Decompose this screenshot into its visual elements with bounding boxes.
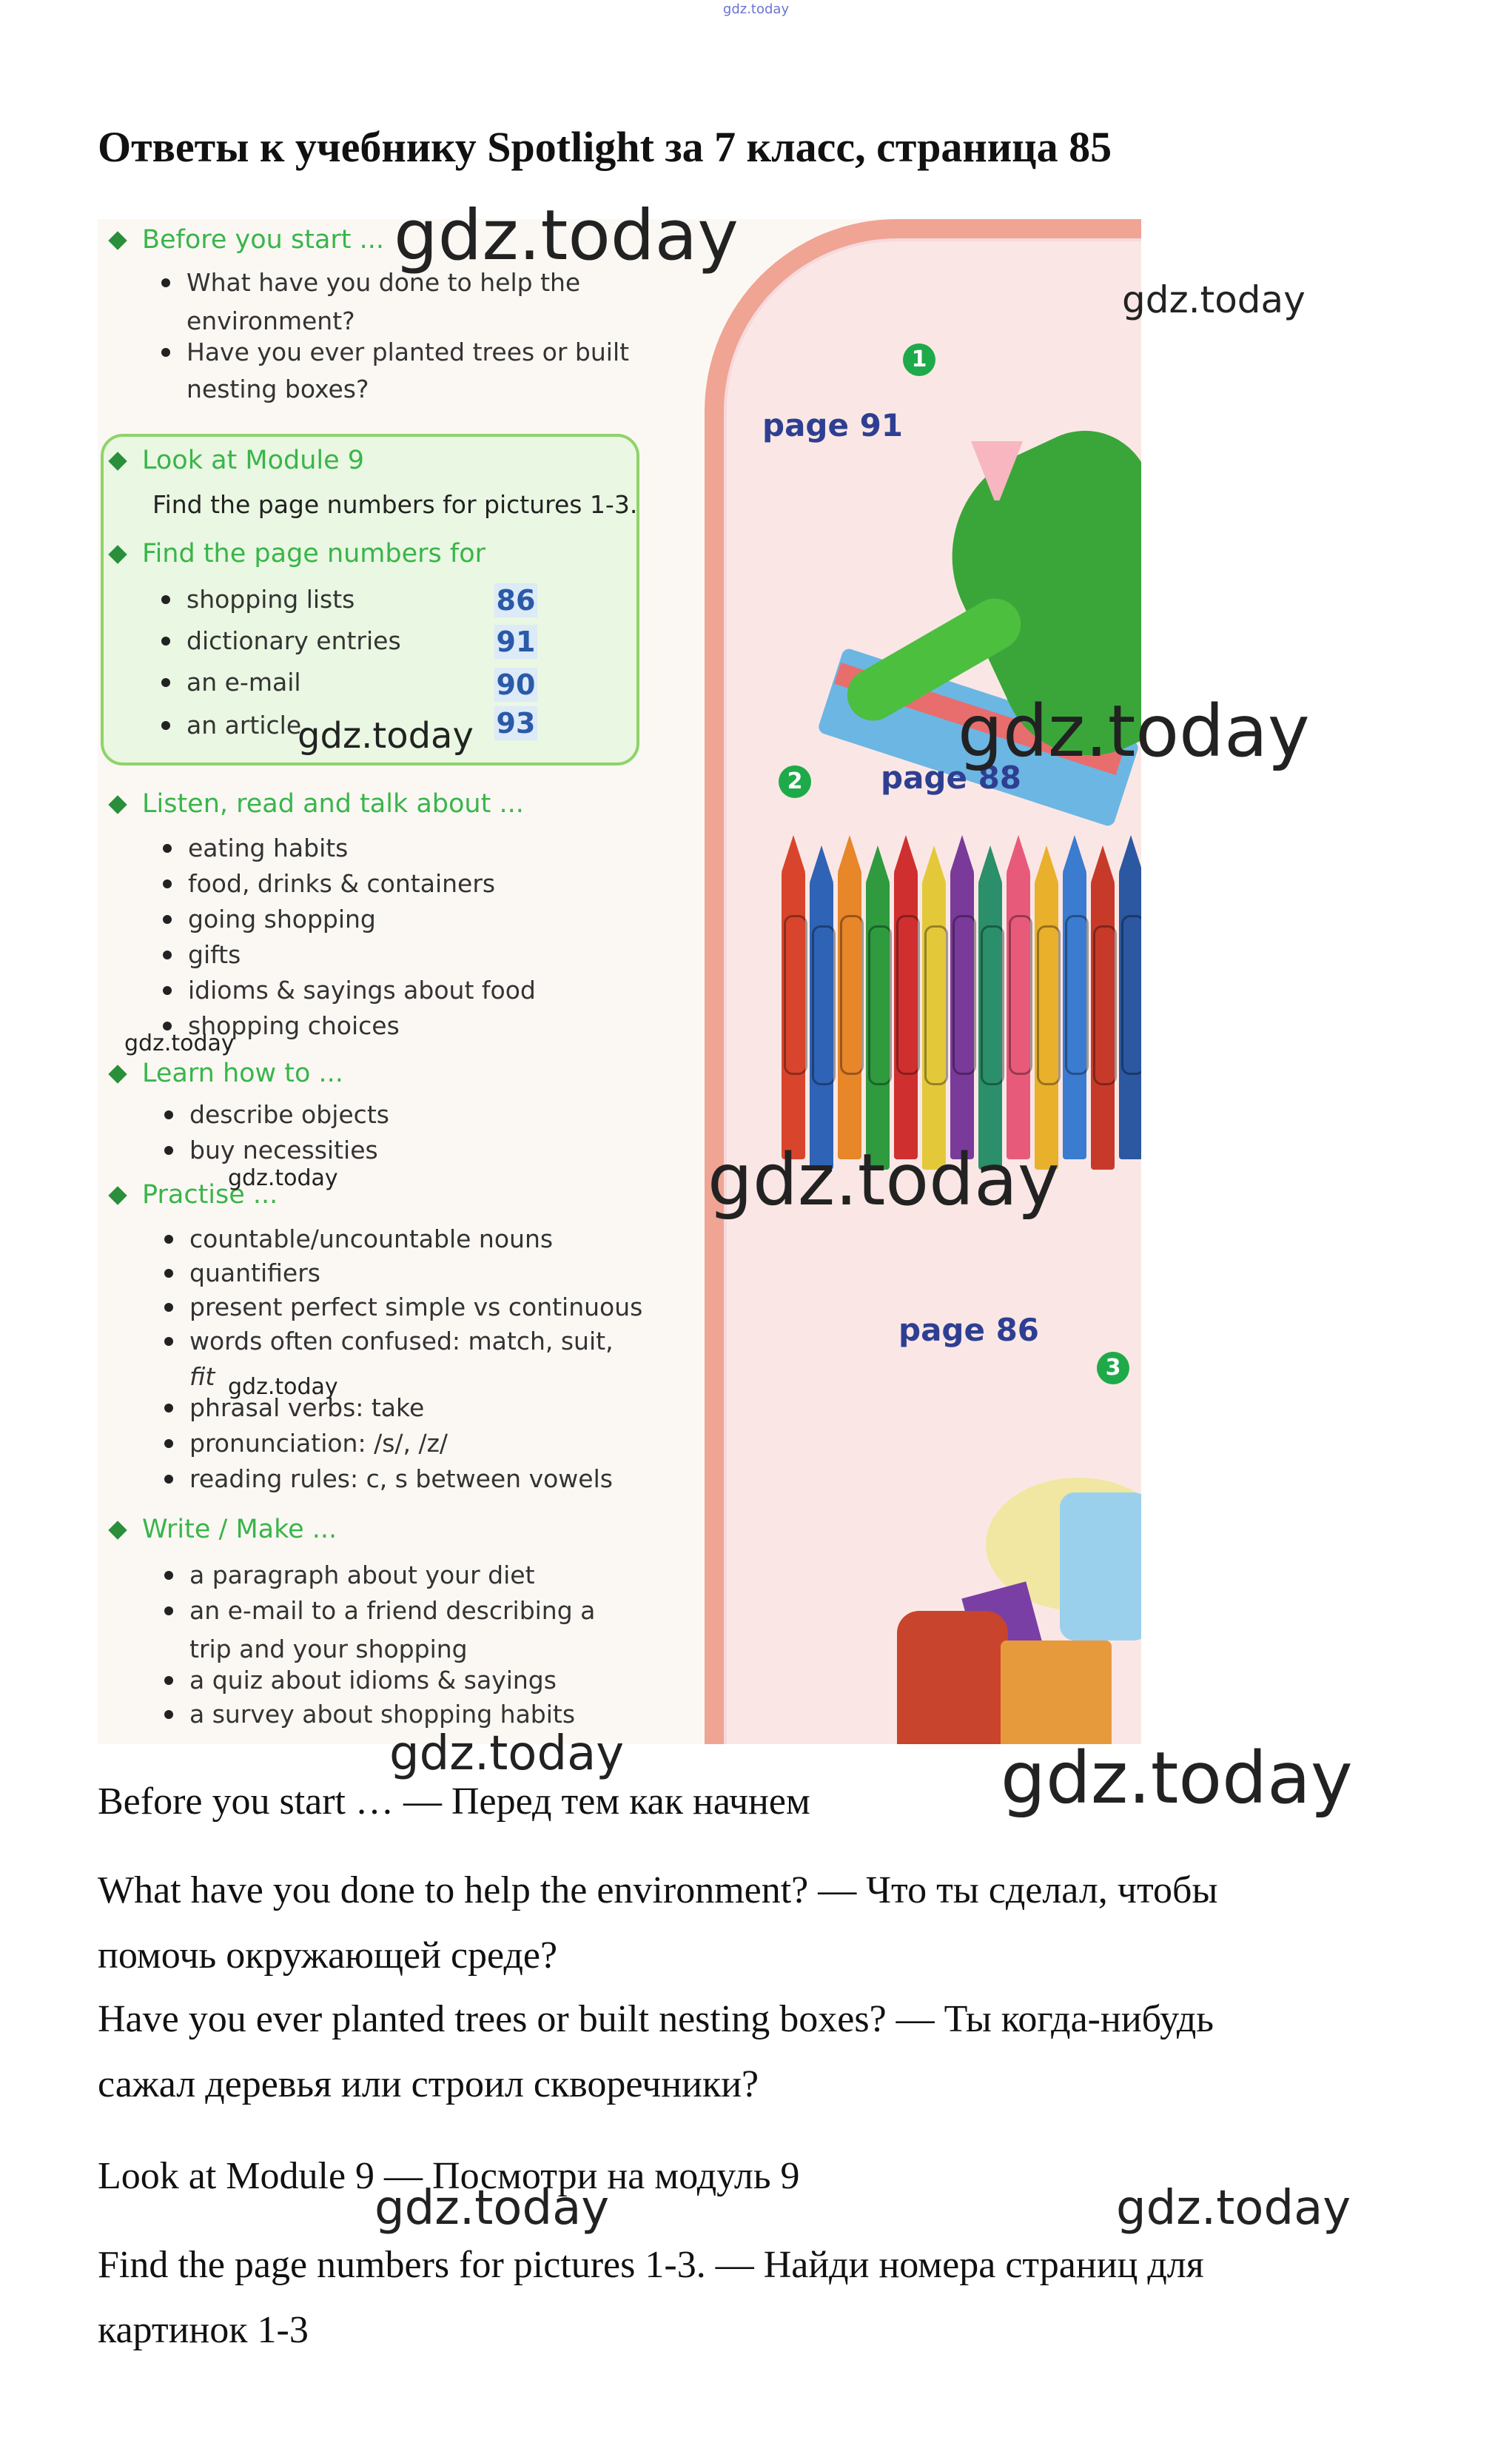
watermark: gdz.today <box>374 2181 610 2236</box>
diamond-icon <box>108 1521 127 1539</box>
watermark: gdz.today <box>1122 278 1306 321</box>
practise-item: reading rules: c, s between vowels <box>189 1461 613 1497</box>
crayon <box>978 881 1002 1170</box>
listen-item: shopping choices <box>188 1008 400 1044</box>
textbook-scan <box>98 219 1141 1744</box>
watermark: gdz.today <box>389 1726 625 1781</box>
page-title: Ответы к учебнику Spotlight за 7 класс, страница 85 <box>98 123 1112 171</box>
picture-page-label: page 86 <box>898 1312 1040 1348</box>
before-start-item-cont: nesting boxes? <box>187 375 369 403</box>
jar-illustration <box>1060 1492 1141 1640</box>
watermark: gdz.today <box>394 195 739 276</box>
answer-line: сажал деревья или строил скворечники? <box>98 2063 759 2105</box>
before-start-item: What have you done to help the <box>187 265 580 301</box>
answer-line: помочь окружающей среде? <box>98 1934 558 1977</box>
diamond-icon <box>108 795 127 814</box>
answer-line: Before you start … — Перед тем как начнем <box>98 1780 810 1823</box>
diamond-icon <box>108 1186 127 1204</box>
write-item: an e-mail to a friend describing a <box>189 1593 595 1629</box>
crayon <box>950 871 974 1159</box>
picture-page-label: page 88 <box>881 760 1022 796</box>
watermark: gdz.today <box>228 1374 338 1400</box>
practise-item: present perfect simple vs continuous <box>189 1290 642 1325</box>
crayon <box>866 881 890 1170</box>
write-item: a survey about shopping habits <box>189 1697 575 1732</box>
crayon <box>1119 871 1141 1159</box>
page-number-box: 86 <box>494 583 537 617</box>
page-number-box: 90 <box>494 668 537 702</box>
watermark: gdz.today <box>958 690 1310 773</box>
crayon <box>782 871 805 1159</box>
crayon <box>810 881 833 1170</box>
coffee-box-illustration <box>1001 1640 1112 1744</box>
answer-line: Look at Module 9 — Посмотри на модуль 9 <box>98 2155 800 2197</box>
listen-item: idioms & sayings about food <box>188 973 536 1008</box>
listen-item: food, drinks & containers <box>188 866 495 902</box>
learn-item: describe objects <box>189 1097 389 1133</box>
picture-number-badge: 3 <box>1097 1352 1129 1384</box>
before-start-item-cont: environment? <box>187 306 355 335</box>
listen-item: gifts <box>188 937 241 973</box>
picture-page-label: page 91 <box>762 407 904 443</box>
practise-item: words often confused: match, suit, <box>189 1324 614 1359</box>
crayon <box>1091 881 1115 1170</box>
practise-item: pronunciation: /s/, /z/ <box>189 1426 448 1461</box>
answer-line: Find the page numbers for pictures 1-3. — Найди номера страниц для <box>98 2244 1204 2286</box>
practise-item: phrasal verbs: take <box>189 1390 424 1426</box>
practise-item: quantifiers <box>189 1256 320 1291</box>
find-item: dictionary entries <box>187 623 401 659</box>
crayon <box>1007 871 1030 1159</box>
watermark: gdz.today <box>708 1139 1060 1221</box>
listen-item: going shopping <box>188 902 376 937</box>
crayon <box>1035 881 1058 1170</box>
diamond-icon <box>108 452 127 470</box>
find-numbers-heading: Find the page numbers for <box>111 539 485 569</box>
before-start-heading: Before you start ... <box>111 225 384 255</box>
learn-heading: Learn how to ... <box>111 1059 343 1088</box>
bottle-illustration <box>897 1611 1008 1744</box>
watermark: gdz.today <box>1116 2181 1351 2236</box>
crayon <box>1063 871 1086 1159</box>
write-item-cont: trip and your shopping <box>189 1635 468 1663</box>
crayon <box>838 871 861 1159</box>
find-item: an article <box>187 708 301 743</box>
diamond-icon <box>108 545 127 563</box>
listen-heading: Listen, read and talk about ... <box>111 789 524 819</box>
practise-item-cont: fit <box>189 1362 215 1391</box>
learn-item: buy necessities <box>189 1133 378 1168</box>
before-start-item: Have you ever planted trees or built <box>187 335 629 370</box>
watermark: gdz.today <box>228 1165 338 1191</box>
page-number-box: 93 <box>494 706 537 740</box>
answer-line: Have you ever planted trees or built nesting boxes? — Ты когда-нибудь <box>98 1998 1214 2040</box>
crayon <box>894 871 918 1159</box>
find-item: an e-mail <box>187 665 301 700</box>
crayon <box>922 881 946 1170</box>
write-item: a paragraph about your diet <box>189 1558 535 1593</box>
watermark: gdz.today <box>298 715 474 757</box>
picture-number-badge: 2 <box>779 765 811 798</box>
watermark: gdz.today <box>124 1030 235 1056</box>
answer-line: картинок 1-3 <box>98 2309 309 2351</box>
practise-item: countable/uncountable nouns <box>189 1221 553 1257</box>
picture-number-badge: 1 <box>903 343 935 376</box>
write-item: a quiz about idioms & sayings <box>189 1663 557 1698</box>
look-module-text: Find the page numbers for pictures 1-3. <box>152 490 638 519</box>
watermark: gdz.today <box>1001 1737 1353 1820</box>
site-mark[interactable]: gdz.today <box>722 1 790 17</box>
look-module-heading: Look at Module 9 <box>111 446 364 475</box>
answer-line: What have you done to help the environment? — Что ты сделал, чтобы <box>98 1869 1218 1911</box>
write-heading: Write / Make ... <box>111 1515 337 1544</box>
practise-heading: Practise ... <box>111 1180 278 1210</box>
diamond-icon <box>108 231 127 249</box>
find-item: shopping lists <box>187 582 355 617</box>
diamond-icon <box>108 1065 127 1083</box>
page-number-box: 91 <box>494 625 537 659</box>
listen-item: eating habits <box>188 831 348 866</box>
